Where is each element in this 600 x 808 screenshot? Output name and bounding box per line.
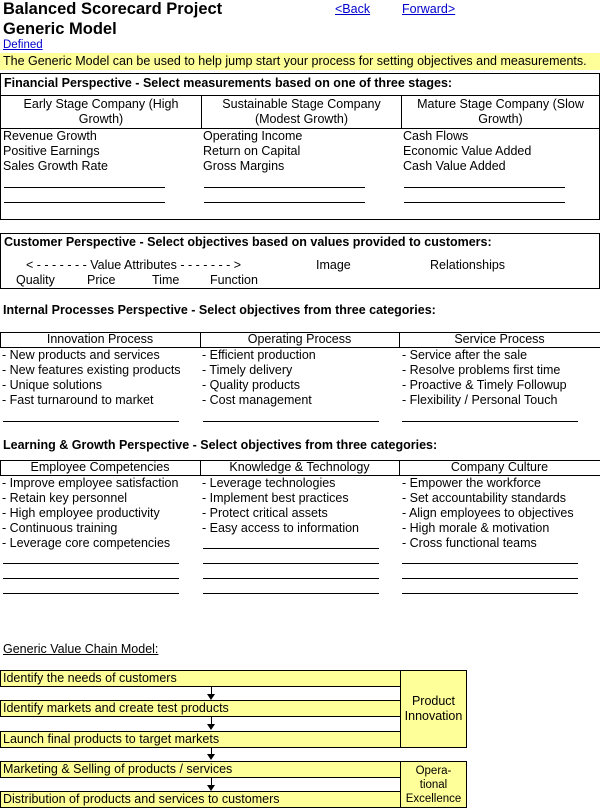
list-item: Operating Income bbox=[203, 129, 303, 143]
list-item: - Empower the workforce bbox=[402, 476, 541, 490]
list-item: - Quality products bbox=[202, 378, 300, 392]
list-item: - Continuous training bbox=[2, 521, 118, 535]
relationships-label: Relationships bbox=[430, 258, 506, 272]
list-item: Cash Value Added bbox=[403, 159, 506, 173]
value-chain-step: Launch final products to target markets bbox=[0, 731, 401, 748]
customer-section bbox=[0, 233, 600, 289]
value-chain-step: Identify the needs of customers bbox=[0, 670, 401, 687]
list-item: - Protect critical assets bbox=[202, 506, 328, 520]
intro-banner bbox=[0, 53, 600, 70]
col-header-knowledge: Knowledge & Technology bbox=[229, 460, 370, 474]
value-chain-step: Distribution of products and services to customers bbox=[0, 791, 401, 808]
blank-entry-line[interactable] bbox=[4, 202, 165, 203]
list-item: Gross Margins bbox=[203, 159, 285, 173]
learning-heading: Learning & Growth Perspective - Select objectives from three categories: bbox=[3, 438, 438, 452]
financial-heading: Financial Perspective - Select measurements based on one of three stages: bbox=[4, 76, 453, 90]
list-item: - New products and services bbox=[2, 348, 160, 362]
value-chain-step: Identify markets and create test products bbox=[0, 700, 401, 717]
list-item: - Resolve problems first time bbox=[402, 363, 561, 377]
blank-entry-line[interactable] bbox=[402, 421, 578, 422]
blank-entry-line[interactable] bbox=[402, 593, 578, 594]
attribute-time: Time bbox=[152, 273, 180, 287]
blank-entry-line[interactable] bbox=[402, 578, 578, 579]
list-item: - Proactive & Timely Followup bbox=[402, 378, 567, 392]
list-item: - Cross functional teams bbox=[402, 536, 537, 550]
list-item: - New features existing products bbox=[2, 363, 181, 377]
learning-table bbox=[0, 460, 600, 600]
col-header-innovation: Innovation Process bbox=[46, 332, 154, 346]
product-innovation-box: Product Innovation bbox=[400, 670, 467, 748]
defined-link[interactable]: Defined bbox=[3, 39, 43, 51]
blank-entry-line[interactable] bbox=[3, 593, 179, 594]
list-item: Positive Earnings bbox=[3, 144, 100, 158]
blank-entry-line[interactable] bbox=[203, 548, 379, 549]
internal-heading: Internal Processes Perspective - Select objectives from three categories: bbox=[3, 303, 436, 317]
page-title: Balanced Scorecard Project bbox=[3, 0, 223, 18]
list-item: - Leverage technologies bbox=[202, 476, 336, 490]
blank-entry-line[interactable] bbox=[203, 593, 379, 594]
internal-table bbox=[0, 332, 600, 424]
list-item: - Cost management bbox=[202, 393, 312, 407]
list-item: Sales Growth Rate bbox=[3, 159, 108, 173]
financial-section bbox=[0, 73, 600, 220]
blank-entry-line[interactable] bbox=[402, 563, 578, 564]
operational-excellence-box: Opera- tional Excellence bbox=[400, 761, 467, 808]
col-header-service: Service Process bbox=[454, 332, 545, 346]
blank-entry-line[interactable] bbox=[203, 421, 379, 422]
list-item: - High employee productivity bbox=[2, 506, 160, 520]
blank-entry-line[interactable] bbox=[404, 202, 565, 203]
list-item: - Timely delivery bbox=[202, 363, 293, 377]
blank-entry-line[interactable] bbox=[4, 187, 165, 188]
intro-text: The Generic Model can be used to help jump start your process for setting objectives and measurements. bbox=[3, 54, 587, 68]
list-item: Cash Flows bbox=[403, 129, 469, 143]
back-link[interactable]: <Back bbox=[335, 2, 371, 16]
list-item: - Set accountability standards bbox=[402, 491, 566, 505]
financial-col-header-mature: Mature Stage Company (Slow Growth) bbox=[401, 97, 599, 127]
list-item: - Leverage core competencies bbox=[2, 536, 171, 550]
blank-entry-line[interactable] bbox=[3, 578, 179, 579]
list-item: Return on Capital bbox=[203, 144, 301, 158]
financial-col-header-early: Early Stage Company (High Growth) bbox=[23, 97, 179, 126]
blank-entry-line[interactable] bbox=[3, 563, 179, 564]
col-header-operating: Operating Process bbox=[247, 332, 352, 346]
list-item: Economic Value Added bbox=[403, 144, 532, 158]
page-subtitle: Generic Model bbox=[3, 20, 117, 38]
attribute-price: Price bbox=[87, 273, 116, 287]
list-item: - Service after the sale bbox=[402, 348, 528, 362]
blank-entry-line[interactable] bbox=[204, 187, 365, 188]
blank-entry-line[interactable] bbox=[3, 421, 179, 422]
list-item: - Retain key personnel bbox=[2, 491, 128, 505]
list-item: - Easy access to information bbox=[202, 521, 360, 535]
customer-heading: Customer Perspective - Select objectives based on values provided to customers: bbox=[4, 235, 492, 249]
list-item: - Align employees to objectives bbox=[402, 506, 574, 520]
blank-entry-line[interactable] bbox=[203, 578, 379, 579]
value-chain-heading: Generic Value Chain Model: bbox=[3, 642, 159, 656]
attribute-function: Function bbox=[210, 273, 258, 287]
forward-link[interactable]: Forward> bbox=[402, 2, 456, 16]
attribute-quality: Quality bbox=[16, 273, 55, 287]
list-item: - Fast turnaround to market bbox=[2, 393, 154, 407]
list-item: - High morale & motivation bbox=[402, 521, 550, 535]
value-chain-step: Marketing & Selling of products / services bbox=[0, 761, 401, 778]
image-label: Image bbox=[316, 258, 351, 272]
col-header-employee: Employee Competencies bbox=[30, 460, 170, 474]
financial-col-header-sustainable: Sustainable Stage Company (Modest Growth) bbox=[201, 97, 401, 127]
list-item: - Implement best practices bbox=[202, 491, 349, 505]
col-header-culture: Company Culture bbox=[450, 460, 549, 474]
list-item: - Efficient production bbox=[202, 348, 316, 362]
list-item: - Unique solutions bbox=[2, 378, 103, 392]
list-item: - Improve employee satisfaction bbox=[2, 476, 179, 490]
blank-entry-line[interactable] bbox=[203, 563, 379, 564]
blank-entry-line[interactable] bbox=[204, 202, 365, 203]
list-item: Revenue Growth bbox=[3, 129, 97, 143]
blank-entry-line[interactable] bbox=[404, 187, 565, 188]
list-item: - Flexibility / Personal Touch bbox=[402, 393, 558, 407]
value-attributes-label: < - - - - - - - Value Attributes - - - - - - - > bbox=[26, 258, 242, 272]
